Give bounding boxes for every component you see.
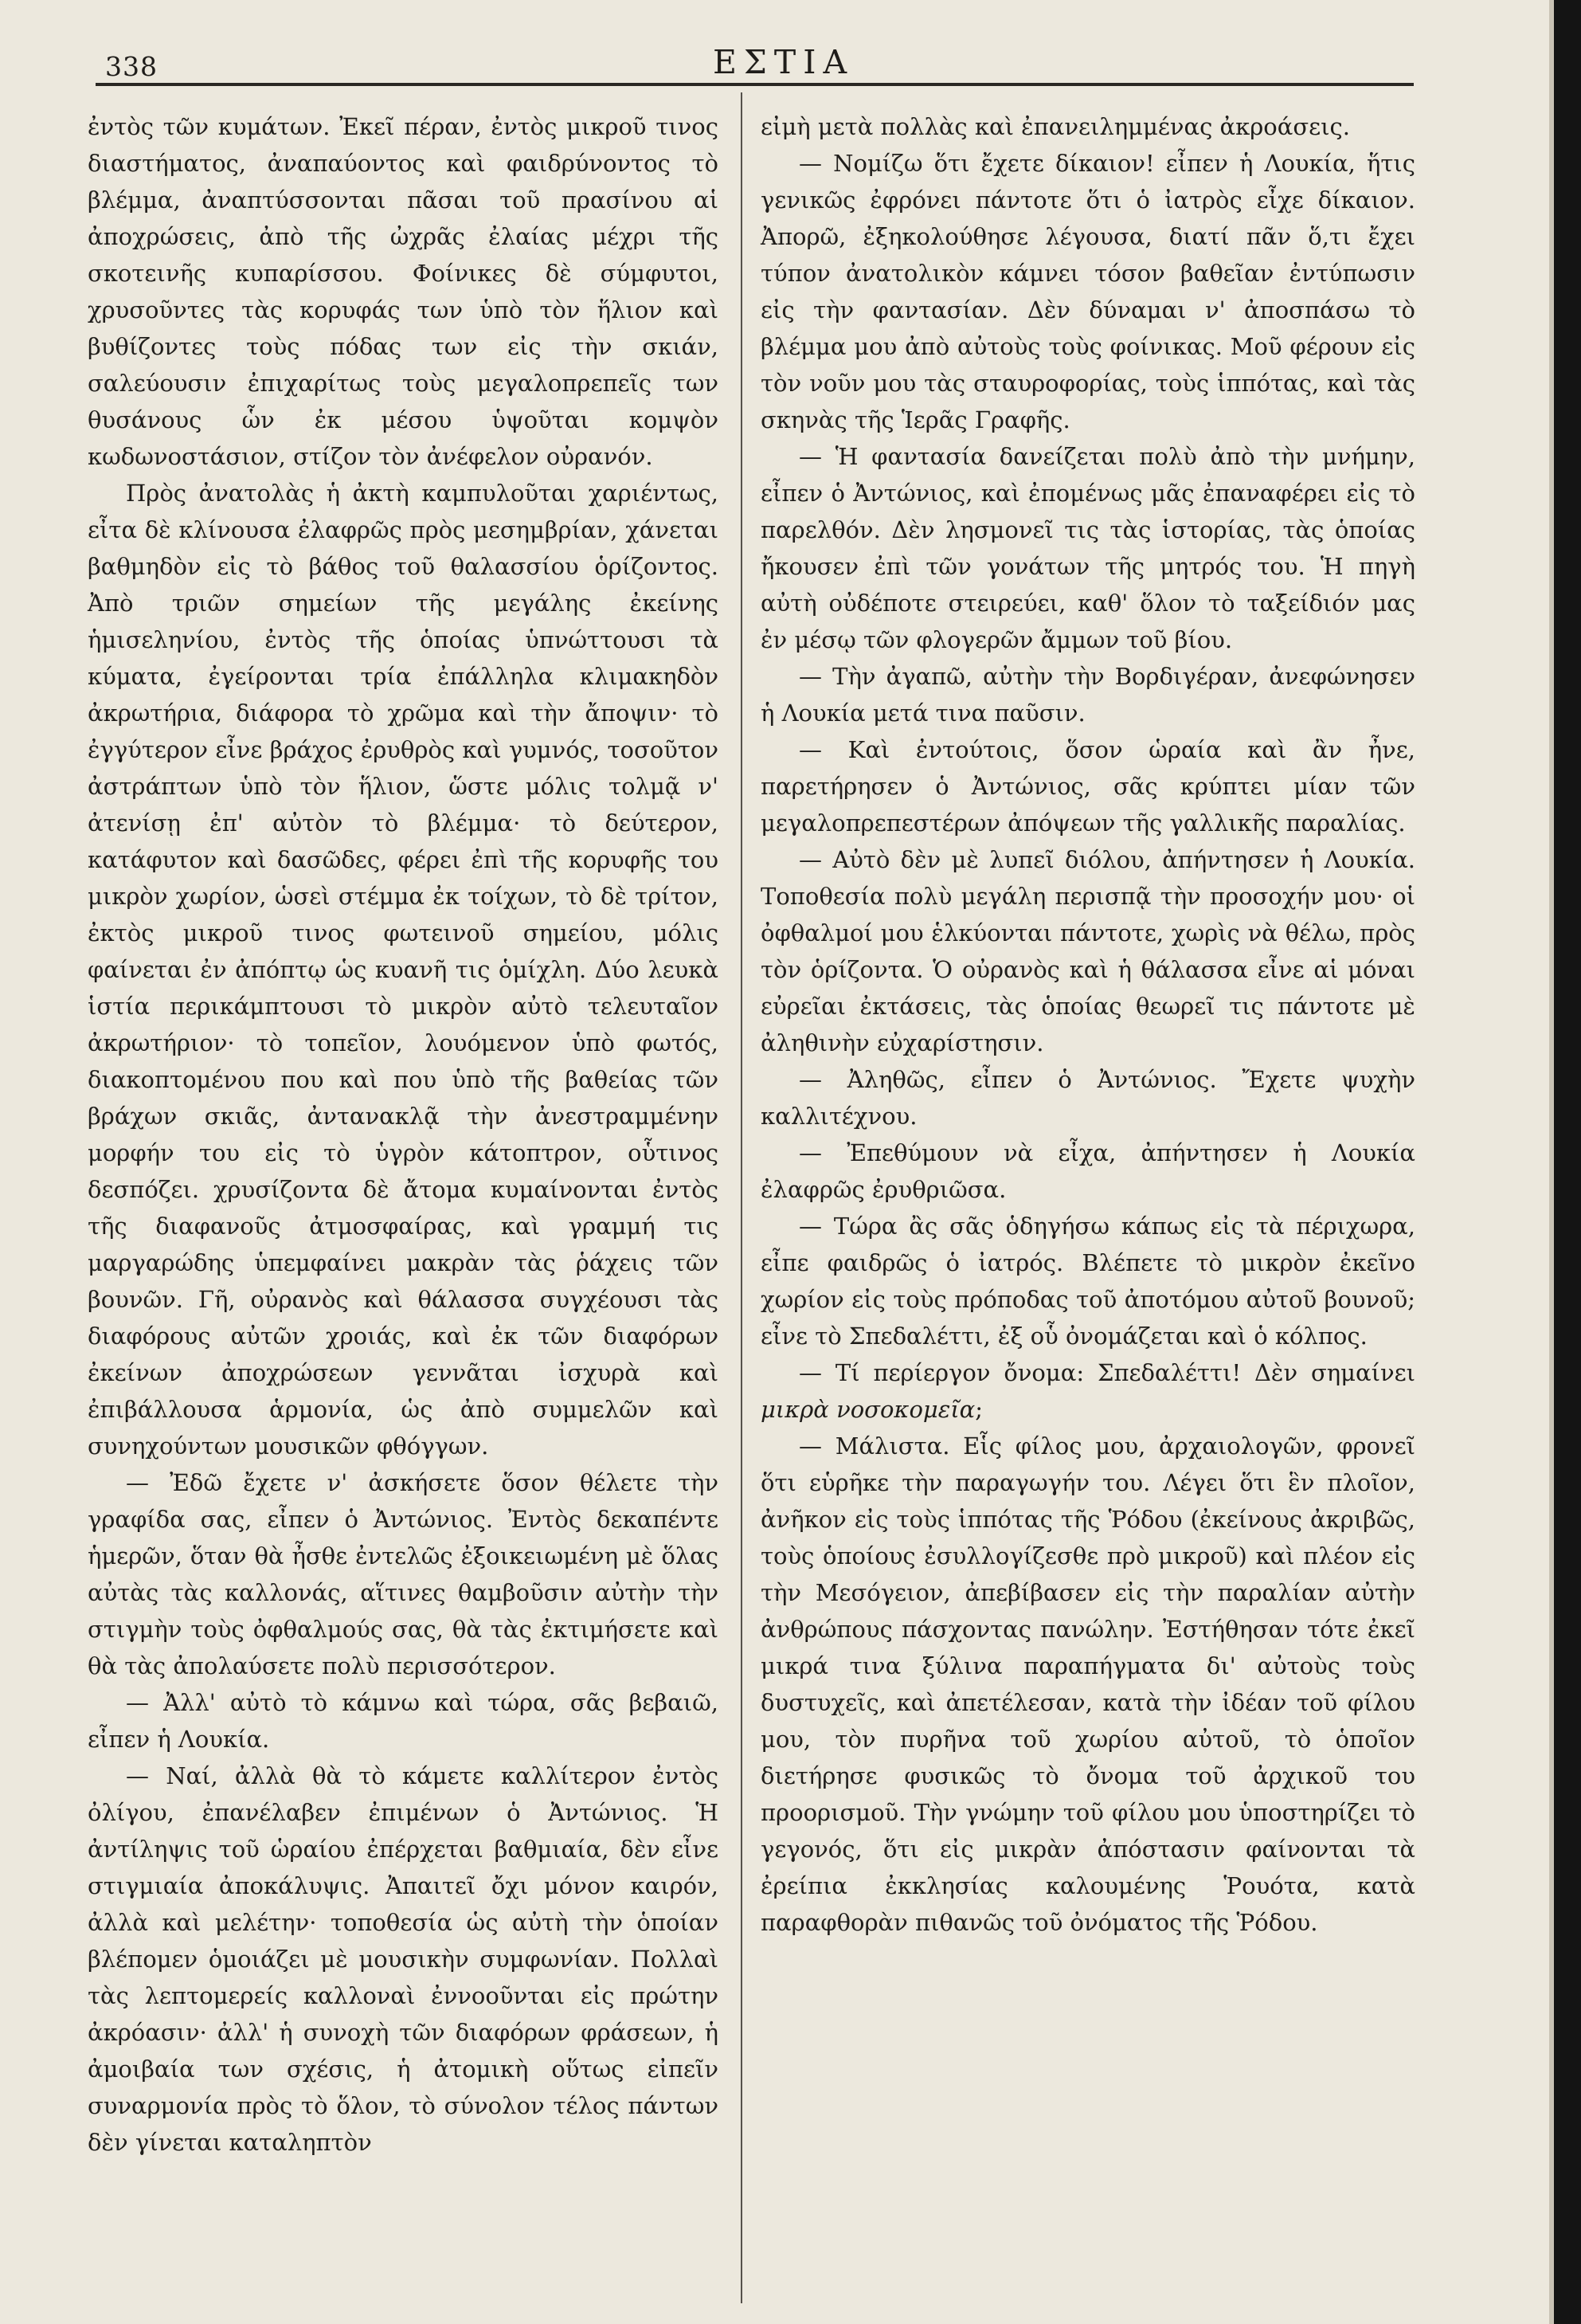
question-mark: ; xyxy=(975,1396,984,1423)
right-column xyxy=(761,108,1415,1941)
paragraph: — Τὴν ἀγαπῶ, αὐτὴν τὴν Βορδιγέραν, ἀνεφώνησεν ἡ Λουκία μετά τινα παῦσιν. xyxy=(761,663,1415,727)
question-text: — Τί περίεργον ὄνομα: Σπεδαλέττι! Δὲν σημαίνει xyxy=(799,1359,1415,1386)
paragraph: — Αὐτὸ δὲν μὲ λυπεῖ διόλου, ἀπήντησεν ἡ Λουκία. Τοποθεσία πολὺ μεγάλη περισπᾷ τὴν προσοχήν μου· οἱ ὀφθαλμοί μου ἑλκύονται πάντοτε, χωρὶς νὰ θέλω, πρὸς τὸν ὁρίζοντα. Ὁ οὐρανὸς καὶ ἡ θάλασσα εἶνε αἱ μόναι εὐρεῖαι ἐκτάσεις, τὰς ὁποίας θεωρεῖ τις πάντοτε μὲ ἀληθινὴν εὐχαρίστησιν. xyxy=(761,846,1415,1056)
paragraph: — Ἐδῶ ἔχετε ν' ἀσκήσετε ὅσον θέλετε τὴν γραφίδα σας, εἶπεν ὁ Ἀντώνιος. Ἐντὸς δεκαπέντε ἡμερῶν, ὅταν θὰ ἦσθε ἐντελῶς ἐξοικειωμένη μὲ ὅλας αὐτὰς τὰς καλλονάς, αἵτινες θαμβοῦσιν αὐτὴν τὴν στιγμὴν τοὺς ὀφθαλμούς σας, θὰ τὰς ἐκτιμήσετε καὶ θὰ τὰς ἀπολαύσετε πολὺ περισσότερον. xyxy=(88,1469,718,1679)
paragraph xyxy=(761,1354,1415,1428)
header-rule xyxy=(96,83,1414,86)
paragraph: ἐντὸς τῶν κυμάτων. Ἐκεῖ πέραν, ἐντὸς μικροῦ τινος διαστήματος, ἀναπαύοντος καὶ φαιδρύνοντος τὸ βλέμμα, ἀναπτύσσονται πᾶσαι τοῦ πρασίνου αἱ ἀποχρώσεις, ἀπὸ τῆς ὠχρᾶς ἐλαίας μέχρι τῆς σκοτεινῆς κυπαρίσσου. Φοίνικες δὲ σύμφυτοι, χρυσοῦντες τὰς κορυφάς των ὑπὸ τὸν ἥλιον καὶ βυθίζοντες τοὺς πόδας των εἰς τὴν σκιάν, σαλεύουσιν ἐπιχαρίτως τοὺς μεγαλοπρεπεῖς των θυσάνους ὧν ἐκ μέσου ὑψοῦται κομψὸν κωδωνοστάσιον, στίζον τὸν ἀνέφελον οὐρανόν. xyxy=(88,113,718,470)
paragraph: — Ἐπεθύμουν νὰ εἶχα, ἀπήντησεν ἡ Λουκία ἐλαφρῶς ἐρυθριῶσα. xyxy=(761,1139,1415,1203)
journal-title: ΕΣΤΙΑ xyxy=(713,43,855,81)
page-header xyxy=(96,38,1410,86)
paragraph: — Ἀλλ' αὐτὸ τὸ κάμνω καὶ τώρα, σᾶς βεβαιῶ, εἶπεν ἡ Λουκία. xyxy=(88,1689,718,1753)
paragraph: — Νομίζω ὅτι ἔχετε δίκαιον! εἶπεν ἡ Λουκία, ἥτις γενικῶς ἐφρόνει πάντοτε ὅτι ὁ ἰατρὸς εἶχε δίκαιον. Ἀπορῶ, ἐξηκολούθησε λέγουσα, διατί πᾶν ὅ,τι ἔχει τύπον ἀνατολικὸν κάμνει τόσον βαθεῖαν ἐντύπωσιν εἰς τὴν φαντασίαν. Δὲν δύναμαι ν' ἀποσπάσω τὸ βλέμμα μου ἀπὸ αὐτοὺς τοὺς φοίνικας. Μοῦ φέρουν εἰς τὸν νοῦν μου τὰς σταυροφορίας, τοὺς ἱππότας, καὶ τὰς σκηνὰς τῆς Ἱερᾶς Γραφῆς. xyxy=(761,150,1415,433)
paragraph: εἰμὴ μετὰ πολλὰς καὶ ἐπανειλημμένας ἀκροάσεις. xyxy=(761,113,1350,140)
paragraph: — Ναί, ἀλλὰ θὰ τὸ κάμετε καλλίτερον ἐντὸς ὀλίγου, ἐπανέλαβεν ἐπιμένων ὁ Ἀντώνιος. Ἡ ἀντίληψις τοῦ ὡραίου ἐπέρχεται βαθμιαία, δὲν εἶνε στιγμιαία ἀποκάλυψις. Ἀπαιτεῖ ὄχι μόνον καιρόν, ἀλλὰ καὶ μελέτην· τοποθεσία ὡς αὐτὴ τὴν ὁποίαν βλέπομεν ὁμοιάζει μὲ μουσικὴν συμφωνίαν. Πολλαὶ τὰς λεπτομερείς καλλοναὶ ἐννοοῦνται εἰς πρώτην ἀκρόασιν· ἀλλ' ἡ συνοχὴ τῶν διαφόρων φράσεων, ἡ ἀμοιβαία των σχέσις, ἡ ἀτομικὴ οὕτως εἰπεῖν συναρμονία πρὸς τὸ ὅλον, τὸ σύνολον τέλος πάντων δὲν γίνεται καταληπτὸν xyxy=(88,1762,718,2156)
paragraph: Πρὸς ἀνατολὰς ἡ ἀκτὴ καμπυλοῦται χαριέντως, εἶτα δὲ κλίνουσα ἐλαφρῶς πρὸς μεσημβρίαν, χάνεται βαθμηδὸν εἰς τὸ βάθος τοῦ θαλασσίου ὁρίζοντος. Ἀπὸ τριῶν σημείων τῆς μεγάλης ἐκείνης ἡμισεληνίου, ἐντὸς τῆς ὁποίας ὑπνώττουσι τὰ κύματα, ἐγείρονται τρία ἐπάλληλα κλιμακηδὸν ἀκρωτήρια, διάφορα τὸ χρῶμα καὶ τὴν ἄποψιν· τὸ ἐγγύτερον εἶνε βράχος ἐρυθρὸς καὶ γυμνός, τοσοῦτον ἀστράπτων ὑπὸ τὸν ἥλιον, ὥστε μόλις τολμᾷ ν' ἀτενίσῃ ἐπ' αὐτὸν τὸ βλέμμα· τὸ δεύτερον, κατάφυτον καὶ δασῶδες, φέρει ἐπὶ τῆς κορυφῆς του μικρὸν χωρίον, ὡσεὶ στέμμα ἐκ τοίχων, τὸ δὲ τρίτον, ἐκτὸς μικροῦ τινος φωτεινοῦ σημείου, μόλις φαίνεται ἐν ἀπόπτῳ ὡς κυανῆ τις ὁμίχλη. Δύο λευκὰ ἱστία περικάμπτουσι τὸ μικρὸν αὐτὸ τελευταῖον ἀκρωτήριον· τὸ τοπεῖον, λουόμενον ὑπὸ φωτός, διακοπτομένου που καὶ που ὑπὸ τῆς βαθείας τῶν βράχων σκιᾶς, ἀντανακλᾷ τὴν ἀνεστραμμένην μορφήν του εἰς τὸ ὑγρὸν κάτοπτρον, οὗτινος δεσπόζει. χρυσίζοντα δὲ ἄτομα κυμαίνονται ἐντὸς τῆς διαφανοῦς ἀτμοσφαίρας, καὶ γραμμή τις μαργαρώδης ὑπεμφαίνει μακρὰν τὰς ῥάχεις τῶν βουνῶν. Γῆ, οὐρανὸς καὶ θάλασσα συγχέουσι τὰς διαφόρους αὐτῶν χροιάς, καὶ ἐκ τῶν διαφόρων ἐκείνων ἀποχρώσεων γεννᾶται ἰσχυρὰ καὶ ἐπιβάλλουσα ἁρμονία, ὡς ἀπὸ συμμελῶν καὶ συνηχούντων μουσικῶν φθόγγων. xyxy=(88,480,718,1460)
italic-phrase: μικρὰ νοσοκομεῖα xyxy=(761,1396,976,1423)
paragraph: — Ἡ φαντασία δανείζεται πολὺ ἀπὸ τὴν μνήμην, εἶπεν ὁ Ἀντώνιος, καὶ ἐπομένως μᾶς ἐπαναφέρει εἰς τὸ παρελθόν. Δὲν λησμονεῖ τις τὰς ἱστορίας, τὰς ὁποίας ἤκουσεν ἐπὶ τῶν γονάτων τῆς μητρός του. Ἡ πηγὴ αὐτὴ οὐδέποτε στειρεύει, καθ' ὅλον τὸ ταξείδιόν μας ἐν μέσῳ τῶν φλογερῶν ἄμμων τοῦ βίου. xyxy=(761,443,1415,653)
scan-border xyxy=(1554,0,1581,2324)
column-divider xyxy=(741,92,742,2303)
paragraph: — Μάλιστα. Εἷς φίλος μου, ἀρχαιολογῶν, φρονεῖ ὅτι εὑρῆκε τὴν παραγωγήν του. Λέγει ὅτι ἓν πλοῖον, ἀνῆκον εἰς τοὺς ἱππότας τῆς Ῥόδου (ἐκείνους ἀκριβῶς, τοὺς ὁποίους ἐσυλλογίζεσθε πρὸ μικροῦ) καὶ πλέον εἰς τὴν Μεσόγειον, ἀπεβίβασεν εἰς τὴν παραλίαν αὐτὴν ἀνθρώπους πάσχοντας πανώλην. Ἐστήθησαν τότε ἐκεῖ μικρά τινα ξύλινα παραπήγματα δι' αὐτοὺς τοὺς δυστυχεῖς, καὶ ἀπετέλεσαν, κατὰ τὴν ἰδέαν τοῦ φίλου μου, τὸν πυρῆνα τοῦ χωρίου αὐτοῦ, τὸ ὁποῖον διετήρησε φυσικῶς τὸ ὄνομα τοῦ ἀρχικοῦ του προορισμοῦ. Τὴν γνώμην τοῦ φίλου μου ὑποστηρίζει τὸ γεγονός, ὅτι εἰς μικρὰν ἀπόστασιν φαίνονται τὰ ἐρείπια ἐκκλησίας καλουμένης Ῥουότα, κατὰ παραφθορὰν πιθανῶς τοῦ ὀνόματος τῆς Ῥόδου. xyxy=(761,1432,1415,1936)
paragraph: — Ἀληθῶς, εἶπεν ὁ Ἀντώνιος. Ἔχετε ψυχὴν καλλιτέχνου. xyxy=(761,1066,1415,1130)
page-number: 338 xyxy=(105,51,158,82)
left-column xyxy=(88,108,718,2161)
paragraph: — Τώρα ἂς σᾶς ὁδηγήσω κάπως εἰς τὰ πέριχωρα, εἶπε φαιδρῶς ὁ ἰατρός. Βλέπετε τὸ μικρὸν ἐκεῖνο χωρίον εἰς τοὺς πρόποδας τοῦ ἀποτόμου αὐτοῦ βουνοῦ; εἶνε τὸ Σπεδαλέττι, ἐξ οὗ ὀνομάζεται καὶ ὁ κόλπος. xyxy=(761,1213,1415,1350)
paragraph: — Καὶ ἐντούτοις, ὅσον ὡραία καὶ ἂν ἦνε, παρετήρησεν ὁ Ἀντώνιος, σᾶς κρύπτει μίαν τῶν μεγαλοπρεπεστέρων ἀπόψεων τῆς γαλλικῆς παραλίας. xyxy=(761,736,1415,837)
